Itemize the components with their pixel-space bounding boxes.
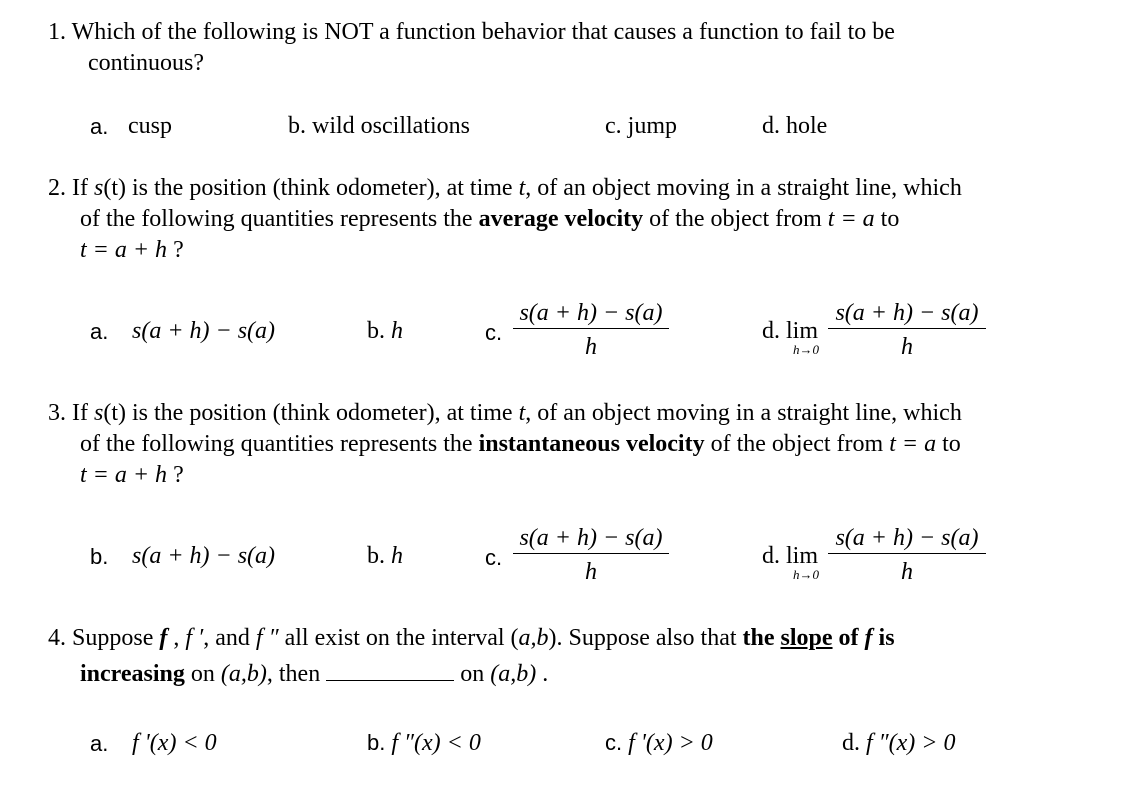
q2-line3 (80, 238, 184, 262)
q4-bold-of: of (832, 625, 865, 651)
q3-bold-instantaneous-velocity: instantaneous velocity (478, 431, 705, 457)
q3-var-s: s (93, 400, 104, 426)
q4-line2 (80, 662, 548, 686)
q3-qmark: ? (167, 462, 184, 488)
q2-var-t-paren: (t) (103, 175, 126, 201)
q3-option-a-label: b. (90, 544, 109, 569)
q4-line1-mid2: ). Suppose also that (548, 625, 743, 651)
q4-line1-mid: all exist on the interval ( (278, 625, 519, 651)
q4-f-prime: f ′ (185, 625, 204, 651)
q2-option-b-label: b. (367, 318, 385, 344)
q2-qmark: ? (167, 237, 184, 263)
q1-option-d: d. hole (762, 113, 828, 139)
q4-interval-2: (a,b) (220, 661, 267, 687)
q3-option-d-numerator: s(a + h) − s(a) (828, 526, 986, 554)
q4-option-a-math: f '(x) < 0 (132, 730, 217, 756)
q4-f: f (159, 625, 168, 651)
q4-bold-is: is (872, 625, 895, 651)
q3-line1 (48, 401, 962, 425)
q3-option-b-math: h (391, 543, 403, 569)
q4-option-d-math: f ″(x) > 0 (866, 730, 956, 756)
q4-option-b-math: f ″(x) < 0 (391, 730, 481, 756)
q4-line1 (48, 626, 895, 650)
q4-option-b-label: b. (367, 730, 386, 755)
q4-bold-slope: slope (780, 625, 833, 651)
q4-f-double-prime: f ″ (255, 625, 279, 651)
q2-option-c-label: c. (485, 320, 503, 345)
q3-option-b (367, 544, 403, 568)
q4-option-a-label: a. (90, 731, 109, 756)
q4-on-2: on (454, 661, 491, 687)
q2-option-b-math: h (391, 318, 403, 344)
q4-bold-the: the (742, 625, 781, 651)
q3-line2 (80, 432, 961, 456)
q3-option-b-label: b. (367, 543, 385, 569)
q4-then: , then (266, 661, 321, 687)
q4-and: , and (203, 625, 256, 651)
q4-option-c (605, 731, 713, 755)
answer-blank[interactable] (326, 662, 454, 681)
q4-option-d-label: d. (842, 730, 860, 756)
q3-line2-post: of the object from (704, 431, 890, 457)
q2-math-t-eq-a: t = a (827, 206, 875, 232)
q4-on: on (184, 661, 221, 687)
q3-line1-mid: is the position (think odometer), at time (125, 400, 519, 426)
q2-option-d-fraction (828, 301, 986, 359)
q4-option-c-math: f '(x) > 0 (628, 730, 713, 756)
q1-line1 (48, 20, 895, 44)
q2-line1-mid: is the position (think odometer), at time (125, 175, 519, 201)
q1-option-a-label: a. (90, 114, 109, 139)
q1-text-line2: continuous? (88, 50, 204, 76)
q3-option-c-fraction (513, 526, 669, 584)
q1-line2 (88, 51, 204, 75)
q3-line2-to: to (936, 431, 961, 457)
q3-line2-pre: of the following quantities represents the (80, 431, 479, 457)
q2-option-d-denominator: h (901, 334, 913, 360)
q3-math-t-eq-a: t = a (889, 431, 937, 457)
q2-line1 (48, 176, 962, 200)
q3-option-a-math: s(a + h) − s(a) (132, 543, 276, 569)
q4-interval-3: (a,b) (490, 661, 537, 687)
q4-option-c-label: c. (605, 730, 623, 755)
q2-bold-average-velocity: average velocity (478, 206, 644, 232)
q2-option-c-denominator: h (585, 334, 597, 360)
q2-option-a-math: s(a + h) − s(a) (132, 318, 276, 344)
q2-line2-to: to (874, 206, 900, 232)
q3-line1-pre: 3. If (48, 400, 94, 426)
q4-bold-increasing: increasing (80, 661, 185, 687)
q3-option-d-fraction (828, 526, 986, 584)
q4-option-b (367, 731, 481, 755)
q2-option-d-lim-sub: h→0 (793, 342, 819, 357)
q1-text-line1: 1. Which of the following is NOT a function behavior that causes a function to fail to be (48, 19, 895, 45)
q3-option-d-lim: d. lim (762, 543, 819, 569)
q4-interval: a,b (518, 625, 549, 651)
q2-line2 (80, 207, 899, 231)
q2-line1-pre: 2. If (48, 175, 94, 201)
q4-bold-f: f (864, 625, 873, 651)
q4-comma: , (167, 625, 186, 651)
q2-var-t: t (518, 175, 526, 201)
q2-option-a-label: a. (90, 319, 109, 344)
q3-math-t-eq-a-plus-h: t = a + h (80, 462, 168, 488)
q4-option-d (842, 731, 956, 755)
q3-line3 (80, 463, 184, 487)
q3-var-t-paren: (t) (103, 400, 126, 426)
q3-option-c-denominator: h (585, 559, 597, 585)
q2-line2-post: of the object from (643, 206, 828, 232)
q2-option-d-numerator: s(a + h) − s(a) (828, 301, 986, 329)
q1-option-b: b. wild oscillations (288, 113, 470, 139)
q4-line1-pre: 4. Suppose (48, 625, 160, 651)
q2-option-b (367, 319, 403, 343)
q3-line1-post: , of an object moving in a straight line, which (525, 400, 962, 426)
q2-line2-pre: of the following quantities represents the (80, 206, 479, 232)
q3-var-t: t (518, 400, 526, 426)
q4-period: . (536, 661, 549, 687)
q1-option-a: cusp (128, 113, 172, 139)
q3-option-c-numerator: s(a + h) − s(a) (513, 526, 669, 554)
q2-option-c-fraction (513, 301, 669, 359)
q2-var-s: s (93, 175, 104, 201)
q3-option-d-denominator: h (901, 559, 913, 585)
q2-math-t-eq-a-plus-h: t = a + h (80, 237, 168, 263)
q2-line1-post: , of an object moving in a straight line, which (525, 175, 962, 201)
q2-option-d-lim: d. lim (762, 318, 819, 344)
q2-option-c-numerator: s(a + h) − s(a) (513, 301, 669, 329)
q1-option-c: c. jump (605, 113, 677, 139)
q3-option-c-label: c. (485, 545, 503, 570)
q3-option-d-lim-sub: h→0 (793, 567, 819, 582)
